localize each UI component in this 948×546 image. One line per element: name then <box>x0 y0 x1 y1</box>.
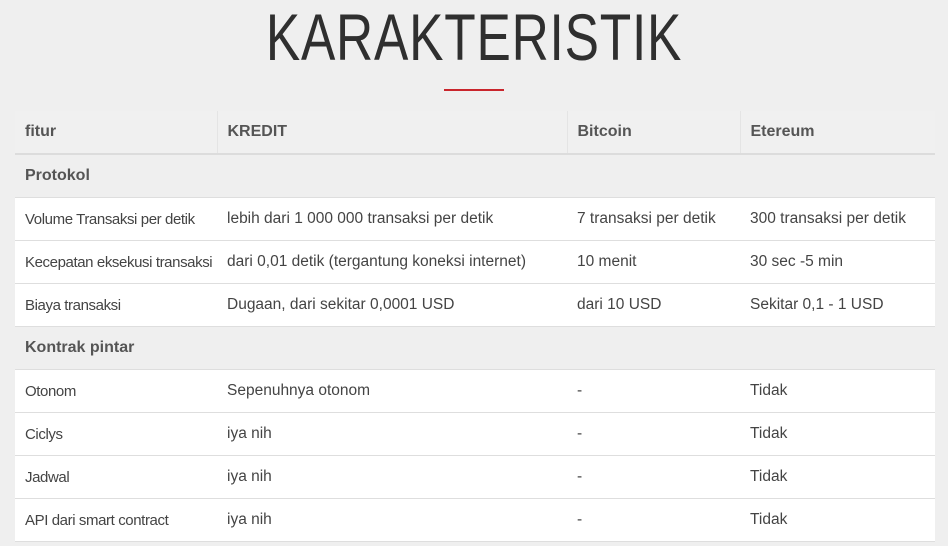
characteristics-table <box>15 111 935 542</box>
feature-name: Otonom <box>15 370 217 413</box>
feature-name: API dari smart contract <box>15 499 217 542</box>
kredit-value: Dugaan, dari sekitar 0,0001 USD <box>217 284 567 327</box>
column-header-kredit: KREDIT <box>217 111 567 154</box>
bitcoin-value: 10 menit <box>567 241 740 284</box>
etereum-value: Tidak <box>740 370 935 413</box>
bitcoin-value: 7 transaksi per detik <box>567 198 740 241</box>
kredit-value: dari 0,01 detik (tergantung koneksi internet) <box>217 241 567 284</box>
section-title: Kontrak pintar <box>15 327 935 370</box>
feature-name: Volume Transaksi per detik <box>15 198 217 241</box>
column-header-bitcoin: Bitcoin <box>567 111 740 154</box>
title-underline-divider <box>444 89 504 91</box>
kredit-value: Sepenuhnya otonom <box>217 370 567 413</box>
table-row <box>15 456 935 499</box>
bitcoin-value: - <box>567 499 740 542</box>
feature-name: Biaya transaksi <box>15 284 217 327</box>
kredit-value: iya nih <box>217 413 567 456</box>
page-title: KARAKTERISTIK <box>265 0 683 74</box>
column-header-feature: fitur <box>15 111 217 154</box>
feature-name: Ciclys <box>15 413 217 456</box>
column-header-etereum: Etereum <box>740 111 935 154</box>
etereum-value: 30 sec -5 min <box>740 241 935 284</box>
section-row-protokol <box>15 154 935 198</box>
bitcoin-value: dari 10 USD <box>567 284 740 327</box>
feature-name: Jadwal <box>15 456 217 499</box>
etereum-value: Tidak <box>740 413 935 456</box>
bitcoin-value: - <box>567 413 740 456</box>
table-row <box>15 499 935 542</box>
section-row-kontrak-pintar <box>15 327 935 370</box>
kredit-value: iya nih <box>217 499 567 542</box>
etereum-value: 300 transaksi per detik <box>740 198 935 241</box>
section-title: Protokol <box>15 154 935 198</box>
etereum-value: Tidak <box>740 499 935 542</box>
etereum-value: Sekitar 0,1 - 1 USD <box>740 284 935 327</box>
table-row <box>15 284 935 327</box>
table-row <box>15 370 935 413</box>
kredit-value: iya nih <box>217 456 567 499</box>
table-row <box>15 198 935 241</box>
bitcoin-value: - <box>567 370 740 413</box>
kredit-value: lebih dari 1 000 000 transaksi per detik <box>217 198 567 241</box>
table-header-row <box>15 111 935 154</box>
table-row <box>15 241 935 284</box>
table-row <box>15 413 935 456</box>
feature-name: Kecepatan eksekusi transaksi <box>15 241 217 284</box>
etereum-value: Tidak <box>740 456 935 499</box>
bitcoin-value: - <box>567 456 740 499</box>
